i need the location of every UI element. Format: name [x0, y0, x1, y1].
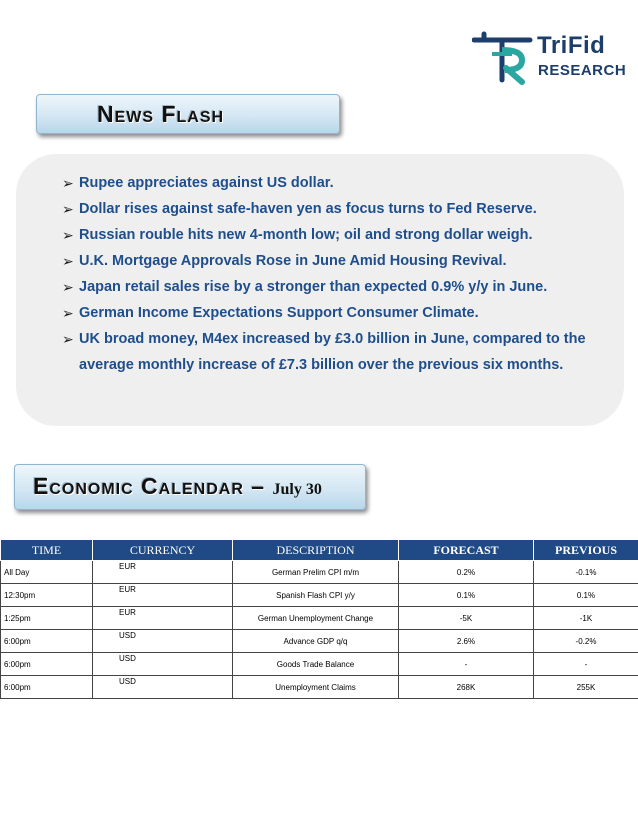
- table-row: [1, 630, 638, 653]
- cell-time: 6:00pm: [1, 630, 93, 653]
- cell-description: Goods Trade Balance: [233, 653, 399, 676]
- cell-currency: EUR: [93, 607, 233, 630]
- economic-calendar-table: [0, 539, 638, 699]
- economic-calendar-banner: [14, 464, 366, 510]
- header-description: DESCRIPTION: [233, 540, 399, 561]
- rupee-logo-icon: [472, 30, 534, 86]
- table-row: [1, 607, 638, 630]
- header-previous: PREVIOUS: [534, 540, 638, 561]
- cell-previous: -0.1%: [534, 561, 638, 584]
- cell-forecast: 0.1%: [399, 584, 534, 607]
- cell-previous: -0.2%: [534, 630, 638, 653]
- arrow-bullet-icon: ➢: [62, 227, 74, 243]
- news-item: ➢ Russian rouble hits new 4-month low; oil and strong dollar weigh.: [62, 222, 622, 248]
- arrow-bullet-icon: ➢: [62, 175, 74, 191]
- news-list: [62, 170, 622, 378]
- arrow-bullet-icon: ➢: [62, 331, 74, 347]
- news-item: ➢ U.K. Mortgage Approvals Rose in June Amid Housing Revival.: [62, 248, 622, 274]
- cell-currency: EUR: [93, 584, 233, 607]
- cell-time: All Day: [1, 561, 93, 584]
- cell-forecast: 268K: [399, 676, 534, 699]
- news-item: ➢ UK broad money, M4ex increased by £3.0 billion in June, compared to the average monthly increase of £7.3 billion over the previous six months.: [62, 326, 622, 378]
- cell-forecast: 2.6%: [399, 630, 534, 653]
- cell-previous: 0.1%: [534, 584, 638, 607]
- cell-description: German Unemployment Change: [233, 607, 399, 630]
- cell-forecast: -: [399, 653, 534, 676]
- cell-forecast: -5K: [399, 607, 534, 630]
- news-item: ➢ Rupee appreciates against US dollar.: [62, 170, 622, 196]
- table-row: [1, 584, 638, 607]
- news-item: ➢ Dollar rises against safe-haven yen as focus turns to Fed Reserve.: [62, 196, 622, 222]
- table-row: [1, 561, 638, 584]
- table-header-row: [1, 540, 638, 561]
- economic-calendar-title: Economic Calendar – July 30: [33, 473, 322, 499]
- cell-description: Advance GDP q/q: [233, 630, 399, 653]
- news-item: ➢ Japan retail sales rise by a stronger than expected 0.9% y/y in June.: [62, 274, 622, 300]
- cell-currency: USD: [93, 630, 233, 653]
- cell-time: 6:00pm: [1, 676, 93, 699]
- cell-description: German Prelim CPI m/m: [233, 561, 399, 584]
- arrow-bullet-icon: ➢: [62, 305, 74, 321]
- cell-time: 6:00pm: [1, 653, 93, 676]
- news-flash-banner: [36, 94, 340, 134]
- cell-previous: -: [534, 653, 638, 676]
- cell-description: Unemployment Claims: [233, 676, 399, 699]
- table-row: [1, 676, 638, 699]
- arrow-bullet-icon: ➢: [62, 201, 74, 217]
- logo-name-line1: TriFid: [537, 32, 606, 59]
- cell-description: Spanish Flash CPI y/y: [233, 584, 399, 607]
- cell-currency: EUR: [93, 561, 233, 584]
- arrow-bullet-icon: ➢: [62, 279, 74, 295]
- trifid-logo: [472, 30, 627, 86]
- news-item: ➢ German Income Expectations Support Consumer Climate.: [62, 300, 622, 326]
- header-currency: CURRENCY: [93, 540, 233, 561]
- table-row: [1, 653, 638, 676]
- cell-time: 12:30pm: [1, 584, 93, 607]
- cell-time: 1:25pm: [1, 607, 93, 630]
- cell-forecast: 0.2%: [399, 561, 534, 584]
- cell-currency: USD: [93, 676, 233, 699]
- header-forecast: FORECAST: [399, 540, 534, 561]
- cell-previous: 255K: [534, 676, 638, 699]
- cell-currency: USD: [93, 653, 233, 676]
- calendar-date: July 30: [272, 481, 322, 498]
- cell-previous: -1K: [534, 607, 638, 630]
- arrow-bullet-icon: ➢: [62, 253, 74, 269]
- logo-name-line2: RESEARCH: [538, 62, 627, 79]
- news-flash-title: News Flash: [97, 101, 225, 127]
- header-time: TIME: [1, 540, 93, 561]
